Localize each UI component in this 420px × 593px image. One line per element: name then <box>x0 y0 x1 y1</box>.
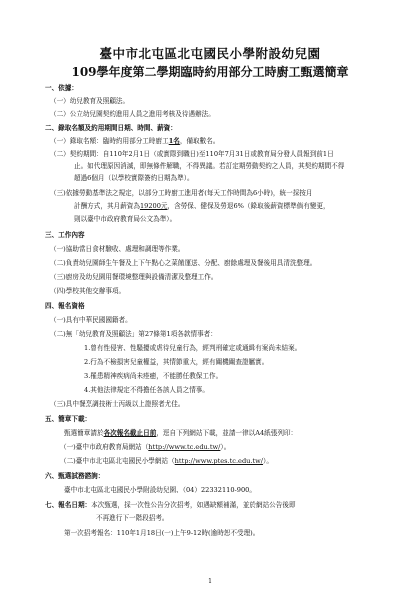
deadline-emphasis: 各次報名截止日前 <box>103 429 157 437</box>
section-4-item-2: （二)無「幼兒教育及照顧法」第27條第1項各款情事者： <box>50 330 217 338</box>
section-3-item-3: （三)廚房及幼兒園用餐環境整理與設備清潔及整理工作。 <box>50 273 218 281</box>
section-5-link-1: （一)臺中市政府教育局網站（http://www.tc.edu.tw/）。 <box>60 443 231 451</box>
section-6-contact: 臺中市北屯區北屯國民小學附設幼兒園、（04）22332110-900。 <box>64 486 256 494</box>
section-3-heading: 三、工作內容 <box>45 231 85 239</box>
section-2-heading: 二、錄取名額及約用期間日期、時間、薪資： <box>45 124 177 132</box>
section-3-item-1: （一)協助當日食材驗收、處理和調理等作業。 <box>50 245 185 253</box>
education-bureau-link[interactable]: http://www.tc.edu.tw/ <box>148 443 221 451</box>
section-4-sub-3: 3.罹患精神疾病尚未痊癒，不能勝任教保工作。 <box>84 372 223 380</box>
section-5-paragraph: 甄選簡章請於各次報名截止日前，逕自下列網站下載，並請一律以A4紙張列印： <box>64 429 298 437</box>
section-4-item-1: （一)具有中華民國國籍者。 <box>50 316 132 324</box>
section-7-line-3: 第一次招考報名：110年1月18日(一)上午9-12時(逾時恕不受理)。 <box>64 529 260 537</box>
section-7-heading: 七、報名日期： <box>45 501 92 509</box>
document-subtitle: 109學年度第二學期臨時約用部分工時廚工甄選簡章 <box>71 65 349 79</box>
document-title: 臺中市北屯區北屯國民小學附設幼兒園 <box>99 46 321 61</box>
section-2-item-2-line-1: （二）契約期間：自110年2月1日（或實際到職日)至110年7月31日或教育局分發人員報到前1日 <box>50 150 334 158</box>
section-5-link-2: （二)臺中市北屯區北屯國民小學網站（http://www.ptes.tc.edu.tw/）。 <box>60 457 273 465</box>
section-6-heading: 六、甄選試務諮詢： <box>45 472 105 480</box>
section-3-item-4: （四)學校其他交辦事項。 <box>50 287 126 295</box>
section-2-item-2-line-3: 超過6個月（以學校實際簽約日期為準）。 <box>74 174 194 182</box>
section-4-heading: 四、報名資格 <box>45 302 85 310</box>
section-7-line-1: 七、報名日期：本次甄選，採一次性公告分次招考，如遇缺額補滿，並於網站公告後即 <box>45 501 296 509</box>
quota-number: 1名 <box>168 137 180 145</box>
section-7-line-2: 不再進行下一階段招考。 <box>96 514 169 522</box>
section-5-heading: 五、簡章下載： <box>45 415 92 423</box>
section-2-item-3-line-2: 計酬方式，其月薪資為19200元，含勞保、健保及勞退6%（錄取後薪資標準倘有變更， <box>74 202 330 210</box>
section-4-sub-4: 4.其他法律規定不得擔任各該人員之情事。 <box>84 386 209 394</box>
section-2-item-3-line-3: 則以臺中市政府教育局公文為準）。 <box>74 215 177 223</box>
section-2-item-3-line-1: （三)依據勞動基準法之規定，以部分工時廚工進用者(每天工作時間為6小時)，統一採按月 <box>50 189 313 197</box>
section-1-item-2: （二）公立幼兒園契約進用人員之進用考核及待遇辦法。 <box>50 110 215 118</box>
section-4-sub-1: 1.曾有性侵害、性騷擾或虐待兒童行為，經判刑確定或通緝有案尚未結案。 <box>84 344 302 352</box>
section-2-item-2-line-2: 止。如代理原因消滅，即無條件解職，不得異議。若訂定期勞動契約之人員，其契約期間不得 <box>74 162 345 170</box>
monthly-salary: 19200元 <box>139 202 168 210</box>
section-3-item-2: （二)負責幼兒園師生午餐及上下午點心之菜餚運送、分配、廚餘處理及餐後用具清洗整理。 <box>50 259 317 267</box>
page-number: 1 <box>208 578 212 585</box>
section-4-sub-2: 2.行為不檢損害兒童權益，其情節重大，經有關機關查證屬實。 <box>84 358 269 366</box>
section-4-item-3: （三)具中餐烹調技術士丙級以上證照者尤佳。 <box>50 400 185 408</box>
section-2-item-1: （一）錄取名額：臨時約用部分工時廚工1名，備取數名。 <box>50 137 220 145</box>
section-1-item-1: （一）幼兒教育及照顧法。 <box>50 97 130 105</box>
school-website-link[interactable]: http://www.ptes.tc.edu.tw/ <box>174 457 264 465</box>
section-1-heading: 一、依據： <box>45 84 78 92</box>
